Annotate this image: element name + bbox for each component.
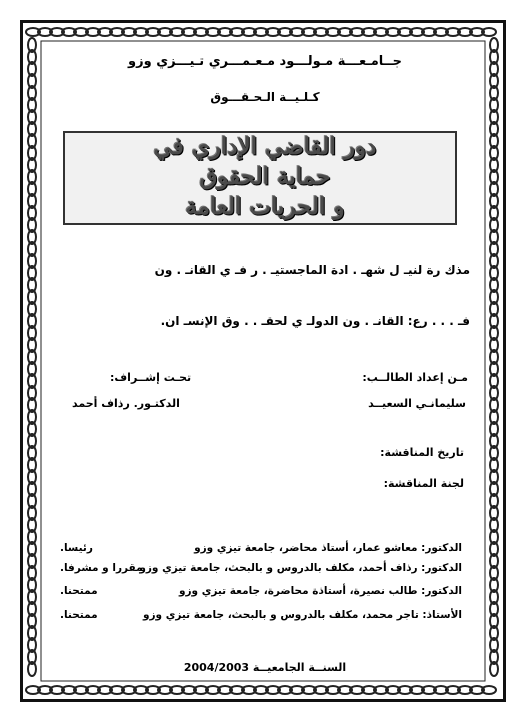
committee-label: لجنة المناقشة: <box>383 477 464 490</box>
committee-role: رئيسا. <box>60 542 93 554</box>
title-line-2: حماية الحقوق <box>199 163 331 190</box>
university-name: جــامـعـــة مـولـــود مـعـمـــري تـيـــزي وزو <box>128 54 402 69</box>
supervisor-name: الدكتـور. رذاف أحمد <box>72 397 180 410</box>
academic-year: السنــة الجامعيــة 2004/2003 <box>183 661 347 674</box>
committee-role: ممتحنا. <box>60 585 98 597</box>
supervisor-label: تحـت إشــراف: <box>110 371 192 384</box>
specialty-text: فـ . . . رع: القانـ . ون الدولـ ي لحقـ . . وق الإنسـ ان. <box>160 314 470 328</box>
memo-text: مذك رة لنيـ ل شهـ . ادة الماجستيـ . ر فـ ي القانـ . ون <box>154 263 470 277</box>
prepared-by-label: مـن إعداد الطالــب: <box>362 371 468 384</box>
committee-member: الدكتور: رذاف أحمد، مكلف بالدروس و بالبحث، جامعة تيزي وزو <box>139 562 462 574</box>
decorative-border <box>20 20 506 702</box>
committee-member: الدكتور: معاشو عمار، أستاذ محاضر، جامعة تيزي وزو <box>194 542 462 554</box>
committee-role: ممتحنا. <box>60 609 98 621</box>
title-line-3: و الحريات العامة <box>185 193 345 220</box>
decorative-chain-border <box>23 23 503 699</box>
committee-role: مقررا و مشرفا. <box>60 562 143 574</box>
title-line-1: دور القاضي الإداري في <box>153 133 377 160</box>
committee-member: الدكتور: طالب نصيرة، أستاذة محاضرة، جامعة تيزي وزو <box>178 585 462 597</box>
defense-date-label: تاريخ المناقشة: <box>380 446 464 459</box>
committee-member: الأستاذ: تاجر محمد، مكلف بالدروس و بالبحث، جامعة تيزي وزو <box>142 609 462 621</box>
faculty-name: كـلـيــة الـحـقـــوق <box>210 90 320 104</box>
student-name: سليمانـي السعيــد <box>368 397 466 410</box>
